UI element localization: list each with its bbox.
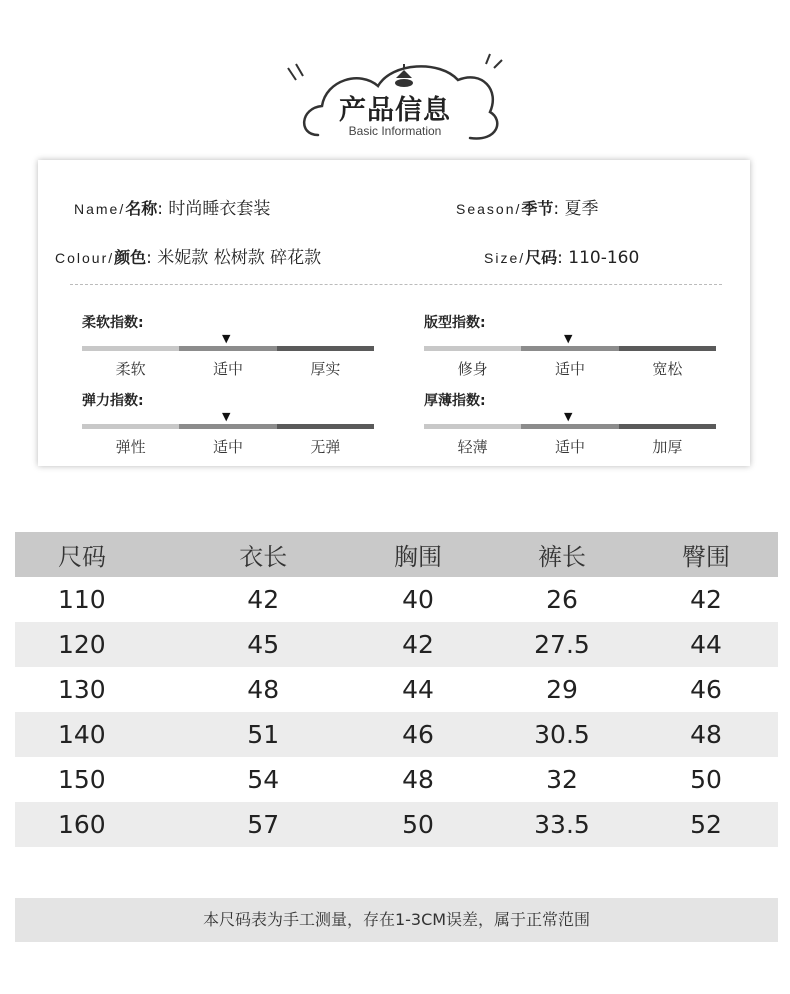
column-header: 衣长 (239, 543, 288, 571)
table-cell: 26 (546, 585, 578, 614)
table-cell: 48 (247, 675, 280, 704)
size-field: Size/尺码: 110-160 (484, 248, 640, 268)
table-cell: 29 (546, 675, 578, 704)
table-cell: 32 (546, 765, 578, 794)
index-bar (424, 424, 716, 429)
table-cell: 45 (247, 630, 280, 659)
table-cell: 40 (402, 585, 434, 614)
index-option: 适中 (212, 360, 243, 378)
table-cell: 160 (58, 810, 106, 839)
table-row (15, 757, 778, 802)
name-field: Name/名称: 时尚睡衣套装 (74, 199, 271, 219)
table-header-row (15, 532, 778, 577)
column-header: 胸围 (394, 543, 442, 571)
table-cell: 57 (247, 810, 280, 839)
table-cell: 42 (402, 630, 434, 659)
table-cell: 42 (690, 585, 722, 614)
fit-index: 版型指数: ▼ 修身 适中 宽松 (424, 312, 716, 382)
table-row (15, 802, 778, 847)
page-subtitle: Basic Information (348, 124, 442, 138)
table-cell: 50 (690, 765, 722, 794)
table-cell: 48 (402, 765, 434, 794)
column-header: 尺码 (58, 543, 106, 571)
table-row (15, 577, 778, 622)
measurement-footnote: 本尺码表为手工测量，存在1-3CM误差，属于正常范围 (15, 898, 778, 942)
table-cell: 44 (690, 630, 722, 659)
table-cell: 52 (690, 810, 722, 839)
index-option: 加厚 (652, 438, 683, 456)
table-cell: 33.5 (534, 810, 590, 839)
table-cell: 30.5 (534, 720, 590, 749)
index-option: 适中 (554, 360, 585, 378)
table-cell: 54 (247, 765, 280, 794)
softness-index: 柔软指数: ▼ 柔软 适中 厚实 (82, 312, 374, 382)
info-panel (38, 160, 750, 466)
selected-marker-icon: ▼ (564, 410, 573, 423)
index-bar (424, 346, 716, 351)
column-header: 臀围 (682, 543, 730, 571)
size-table (15, 532, 778, 891)
selected-marker-icon: ▼ (222, 332, 231, 345)
index-option: 修身 (457, 360, 488, 378)
index-option: 弹性 (115, 438, 146, 456)
table-cell: 51 (247, 720, 280, 749)
table-cell: 42 (247, 585, 280, 614)
blank-row (15, 847, 778, 891)
index-bar (82, 346, 374, 351)
table-cell: 48 (690, 720, 722, 749)
table-row (15, 712, 778, 757)
page-title: 产品信息 (339, 95, 451, 126)
table-cell: 46 (690, 675, 722, 704)
season-field: Season/季节: 夏季 (456, 199, 599, 219)
table-cell: 50 (402, 810, 434, 839)
index-option: 柔软 (115, 360, 146, 378)
table-row (15, 622, 778, 667)
selected-marker-icon: ▼ (222, 410, 231, 423)
elasticity-index: 弹力指数: ▼ 弹性 适中 无弹 (82, 390, 374, 460)
index-bar (82, 424, 374, 429)
thickness-index: 厚薄指数: ▼ 轻薄 适中 加厚 (424, 390, 716, 460)
selected-marker-icon: ▼ (564, 332, 573, 345)
index-option: 适中 (212, 438, 243, 456)
column-header: 裤长 (538, 543, 586, 571)
colour-field: Colour/颜色: 米妮款 松树款 碎花款 (55, 248, 322, 268)
table-cell: 46 (402, 720, 434, 749)
table-cell: 27.5 (534, 630, 590, 659)
index-option: 轻薄 (457, 438, 488, 456)
product-info-header (0, 40, 790, 150)
table-cell: 130 (58, 675, 106, 704)
index-option: 厚实 (310, 360, 341, 378)
index-option: 无弹 (310, 438, 341, 456)
index-option: 适中 (554, 438, 585, 456)
table-cell: 120 (58, 630, 106, 659)
index-option: 宽松 (652, 360, 683, 378)
table-row (15, 667, 778, 712)
table-cell: 140 (58, 720, 106, 749)
table-cell: 110 (58, 585, 106, 614)
table-cell: 150 (58, 765, 106, 794)
dashed-divider (70, 284, 722, 285)
table-cell: 44 (402, 675, 434, 704)
